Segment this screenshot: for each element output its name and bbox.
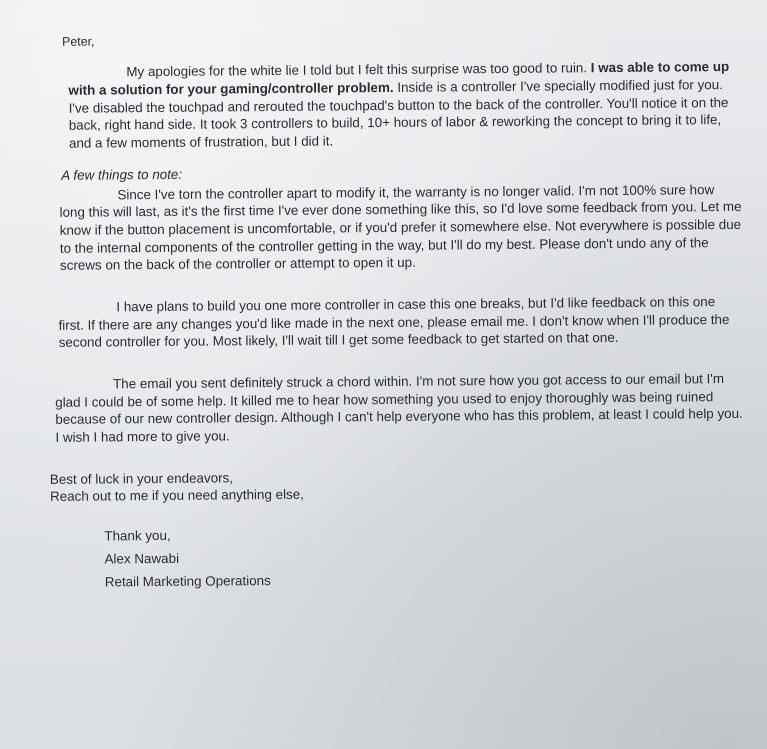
paragraph-indent: [55, 388, 113, 389]
closing: [50, 465, 744, 506]
signature-block: [104, 522, 745, 591]
plans-text: I have plans to build you one more controller in case this one breaks, but I'd like feedback on this one first. If there are any changes you'd like made in the next one, please email me. I don't know when I'll produce the second controller for you. Most likely, I'll wait till I get some feedback to get started on that one.: [58, 294, 730, 351]
letter-body: [40, 28, 745, 596]
notes-text: Since I've torn the controller apart to modify it, the warranty is no longer valid. I'm not 100% sure how long this will last, as it's the first time I've ever done something like this, so I'd love some feedback from you. Let me know if the button placement is uncomfortable, or if you'd prefer it somewhere else. Not everywhere is possible due to the internal components of the controller getting in the way, but I'll do my best. Please don't undo any of the screws on the back of the controller or attempt to open it up.: [59, 181, 742, 274]
paragraph-indent: [58, 311, 116, 312]
email-text: The email you sent definitely struck a chord within. I'm not sure how you got access to our email but I'm glad I could be of some help. It killed me to hear how something you used to enjoy thoroughly was being ruined because of our new controller design. Although I can't help everyone who has this problem, at least I could help you. I wish I had more to give you.: [55, 371, 743, 445]
intro-text-end: Inside is a controller I've specially modified just for you. I've disabled the touchpad and rerouted the touchpad's button to the back of the controller. You'll notice it on the back, right hand side. It took 3 controllers to build, 10+ hours of labor & reworking the concept to bring it to life, and a few moments of frustration, but I did it.: [68, 77, 729, 151]
paragraph-plans: [58, 293, 742, 352]
sign-thanks: Thank you,: [104, 528, 171, 544]
paragraph-notes: [59, 180, 742, 274]
closing-line-2: Reach out to me if you need anything else,: [49, 487, 304, 505]
sign-name: Alex Nawabi: [104, 550, 180, 567]
sign-title: Retail Marketing Operations: [104, 572, 271, 589]
intro-bold-text: I was able to come up with a solution for your gaming/controller problem.: [68, 59, 730, 98]
intro-text-start: My apologies for the white lie I told but I felt this surprise was too good to ruin.: [126, 60, 591, 80]
paragraph-email: [55, 370, 744, 447]
paragraph-indent: [68, 77, 126, 78]
paragraph-intro: [68, 58, 741, 152]
closing-line-1: Best of luck in your endeavors,: [49, 470, 234, 487]
notes-heading: A few things to note:: [61, 166, 183, 183]
salutation: Peter,: [62, 34, 95, 49]
paragraph-indent: [59, 199, 117, 200]
